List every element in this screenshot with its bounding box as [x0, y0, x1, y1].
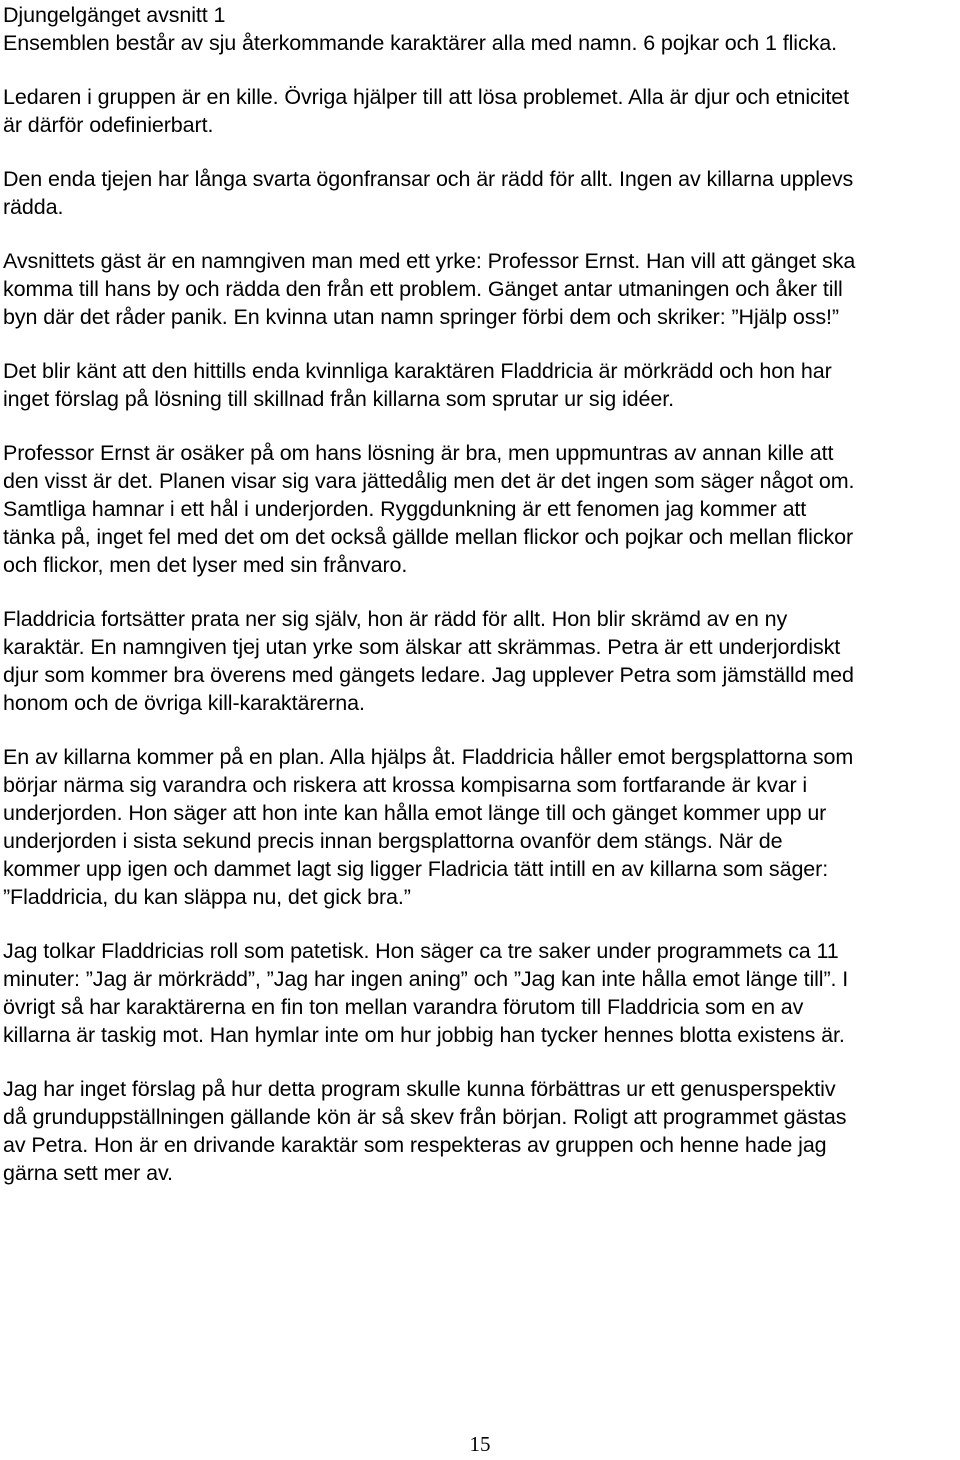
paragraph-gap — [3, 139, 957, 165]
text-line: killarna är taskig mot. Han hymlar inte om hur jobbig han tycker hennes blotta existens är. — [3, 1023, 845, 1047]
text-line: ”Fladdricia, du kan släppa nu, det gick bra.” — [3, 885, 411, 909]
text-line: tänka på, inget fel med det om det också gällde mellan flickor och pojkar och mellan flickor — [3, 525, 854, 549]
text-line: inget förslag på lösning till skillnad från killarna som sprutar ur sig idéer. — [3, 387, 674, 411]
text-line: kommer upp igen och dammet lagt sig ligger Fladricia tätt intill en av killarna som säger: — [3, 857, 829, 881]
paragraph — [3, 1, 957, 57]
document-body — [3, 1, 957, 1187]
text-line: underjorden i sista sekund precis innan bergsplattorna ovanför dem stängs. När de — [3, 829, 783, 853]
text-line: gärna sett mer av. — [3, 1161, 173, 1185]
paragraph-gap — [3, 1049, 957, 1075]
document-page — [3, 1, 957, 1187]
paragraph — [3, 83, 957, 139]
text-line: Djungelgänget avsnitt 1 — [3, 3, 226, 27]
text-line: Samtliga hamnar i ett hål i underjorden. Ryggdunkning är ett fenomen jag kommer att — [3, 497, 807, 521]
paragraph-gap — [3, 911, 957, 937]
text-line: Ensemblen består av sju återkommande karaktärer alla med namn. 6 pojkar och 1 flicka. — [3, 31, 837, 55]
text-line: honom och de övriga kill-karaktärerna. — [3, 691, 365, 715]
text-line: den visst är det. Planen visar sig vara jättedålig men det är det ingen som säger något om. — [3, 469, 855, 493]
text-line: komma till hans by och rädda den från ett problem. Gänget antar utmaningen och åker till — [3, 277, 843, 301]
text-line: börjar närma sig varandra och riskera att krossa kompisarna som fortfarande är kvar i — [3, 773, 808, 797]
paragraph-gap — [3, 221, 957, 247]
paragraph-gap — [3, 579, 957, 605]
text-line: Det blir känt att den hittills enda kvinnliga karaktären Fladdricia är mörkrädd och hon har — [3, 359, 832, 383]
paragraph-gap — [3, 57, 957, 83]
text-line: Fladdricia fortsätter prata ner sig själv, hon är rädd för allt. Hon blir skrämd av en ny — [3, 607, 788, 631]
paragraph — [3, 165, 957, 221]
paragraph — [3, 937, 957, 1049]
text-line: av Petra. Hon är en drivande karaktär som respekteras av gruppen och henne hade jag — [3, 1133, 827, 1157]
text-line: Ledaren i gruppen är en kille. Övriga hjälper till att lösa problemet. Alla är djur och etnicitet — [3, 85, 849, 109]
text-line: och flickor, men det lyser med sin frånvaro. — [3, 553, 408, 577]
text-line: karaktär. En namngiven tjej utan yrke som älskar att skrämmas. Petra är ett underjordiskt — [3, 635, 841, 659]
paragraph — [3, 439, 957, 579]
text-line: byn där det råder panik. En kvinna utan namn springer förbi dem och skriker: ”Hjälp oss!” — [3, 305, 839, 329]
paragraph — [3, 1075, 957, 1187]
text-line: Jag har inget förslag på hur detta program skulle kunna förbättras ur ett genusperspektiv — [3, 1077, 836, 1101]
paragraph — [3, 357, 957, 413]
paragraph-gap — [3, 413, 957, 439]
paragraph — [3, 605, 957, 717]
text-line: övrigt så har karaktärerna en fin ton mellan varandra förutom till Fladdricia som en av — [3, 995, 804, 1019]
paragraph — [3, 247, 957, 331]
text-line: Avsnittets gäst är en namngiven man med ett yrke: Professor Ernst. Han vill att gänget ska — [3, 249, 856, 273]
text-line: rädda. — [3, 195, 64, 219]
text-line: Den enda tjejen har långa svarta ögonfransar och är rädd för allt. Ingen av killarna upplevs — [3, 167, 854, 191]
text-line: Jag tolkar Fladdricias roll som patetisk. Hon säger ca tre saker under programmets ca 11 — [3, 939, 839, 963]
text-line: minuter: ”Jag är mörkrädd”, ”Jag har ingen aning” och ”Jag kan inte hålla emot länge till”. I — [3, 967, 849, 991]
text-line: Professor Ernst är osäker på om hans lösning är bra, men uppmuntras av annan kille att — [3, 441, 834, 465]
text-line: då grunduppställningen gällande kön är så skev från början. Roligt att programmet gästas — [3, 1105, 847, 1129]
text-line: är därför odefinierbart. — [3, 113, 214, 137]
text-line: underjorden. Hon säger att hon inte kan hålla emot länge till och gänget kommer upp ur — [3, 801, 827, 825]
paragraph-gap — [3, 331, 957, 357]
text-line: djur som kommer bra överens med gängets ledare. Jag upplever Petra som jämställd med — [3, 663, 854, 687]
page-number: 15 — [469, 1432, 491, 1456]
text-line: En av killarna kommer på en plan. Alla hjälps åt. Fladdricia håller emot bergsplattorna som — [3, 745, 854, 769]
paragraph — [3, 743, 957, 911]
paragraph-gap — [3, 717, 957, 743]
